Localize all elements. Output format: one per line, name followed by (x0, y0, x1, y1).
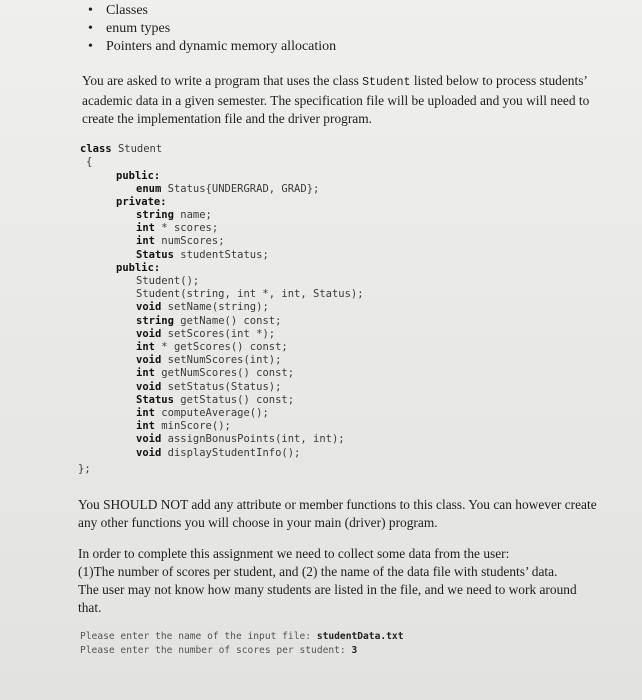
method-line (136, 433, 345, 446)
code-text: getName() const; (180, 314, 282, 327)
console-prompt: Please enter the number of scores per student: (80, 645, 352, 656)
method-line (136, 407, 269, 420)
code-close: }; (78, 463, 91, 475)
code-access-public: public: (116, 262, 161, 274)
code-enum-decl: Status{UNDERGRAD, GRAD}; (167, 183, 320, 195)
class-name-inline: Student (362, 76, 411, 89)
code-text: minScore(); (161, 420, 231, 433)
code-type: void (136, 446, 162, 459)
restriction-paragraph (78, 496, 597, 532)
method-line (136, 354, 281, 367)
code-text: Student(string, int *, int, Status); (136, 288, 364, 301)
code-text: computeAverage(); (161, 407, 269, 419)
intro-text: listed below to process students’ (410, 73, 588, 88)
code-text: * getScores() const; (161, 341, 288, 353)
member-line (136, 235, 225, 248)
code-type: void (136, 301, 162, 314)
method-line (136, 288, 364, 301)
intro-text: create the implementation file and the driver program. (82, 111, 373, 126)
code-type: void (136, 354, 162, 367)
topic-item: • enum types (88, 20, 336, 38)
input-text: The user may not know how many students are listed in the file, and we need to work around (78, 582, 577, 597)
code-text: displayStudentInfo(); (167, 446, 301, 459)
topic-item: • Classes (88, 2, 336, 20)
member-line (136, 209, 212, 222)
code-text: getNumScores() const; (161, 367, 295, 380)
method-line (136, 381, 281, 394)
code-type: void (136, 380, 162, 393)
code-type: Status (136, 248, 174, 261)
code-type: string (136, 209, 174, 221)
member-line (136, 222, 218, 235)
code-text: numScores; (161, 235, 225, 248)
topic-list (88, 2, 336, 56)
code-keyword: enum (136, 183, 162, 195)
restriction-text: any other functions you will choose in your main (driver) program. (78, 515, 438, 530)
console-answer: 3 (351, 645, 358, 656)
member-line (136, 249, 269, 262)
method-line (136, 447, 300, 460)
input-text: In order to complete this assignment we need to collect some data from the user: (78, 546, 510, 561)
code-type: int (136, 367, 155, 380)
code-text: assignBonusPoints(int, int); (167, 433, 345, 446)
code-brace: { (86, 156, 93, 168)
input-text: (1)The number of scores per student, and (2) the name of the data file with students’ data. (78, 564, 558, 579)
code-text: Student(); (136, 275, 200, 287)
restriction-text: You SHOULD NOT add any attribute or member functions to this class. You can however create (78, 497, 597, 512)
code-text: studentStatus; (180, 248, 269, 261)
method-line (136, 301, 269, 314)
code-text: setNumScores(int); (167, 354, 282, 367)
console-prompt: Please enter the name of the input file: (80, 631, 317, 642)
code-access-private: private: (116, 196, 167, 208)
intro-text: You are asked to write a program that uses the class (82, 73, 363, 88)
method-line (136, 328, 275, 341)
code-text: name; (180, 209, 212, 221)
method-line (136, 394, 294, 407)
code-type: void (136, 327, 162, 340)
method-line (136, 367, 294, 380)
code-class-name: Student (117, 143, 163, 155)
intro-text: academic data in a given semester. The specification file will be uploaded and you will need to (82, 93, 590, 108)
code-type: int (136, 235, 155, 248)
method-line (136, 275, 199, 288)
method-line (136, 341, 288, 354)
code-type: int (136, 407, 155, 419)
method-line (136, 420, 231, 433)
input-paragraph (78, 545, 577, 617)
code-type: int (136, 341, 155, 353)
intro-paragraph (82, 72, 589, 128)
code-type: int (136, 222, 155, 235)
code-text: getStatus() const; (180, 393, 295, 406)
method-line (136, 315, 281, 328)
input-text: that. (78, 600, 102, 615)
code-access-public: public: (116, 170, 161, 182)
code-type: int (136, 420, 155, 433)
code-text: * scores; (161, 222, 219, 235)
code-type: void (136, 433, 162, 446)
console-answer: studentData.txt (316, 631, 404, 642)
code-text: setName(string); (167, 301, 269, 314)
topic-item: • Pointers and dynamic memory allocation (88, 38, 336, 56)
code-type: string (136, 314, 174, 327)
code-keyword: class (80, 143, 112, 155)
code-type: Status (136, 393, 174, 406)
code-text: setScores(int *); (167, 327, 276, 340)
console-sample (80, 630, 403, 658)
class-code-block (78, 143, 364, 475)
code-text: setStatus(Status); (167, 380, 282, 393)
